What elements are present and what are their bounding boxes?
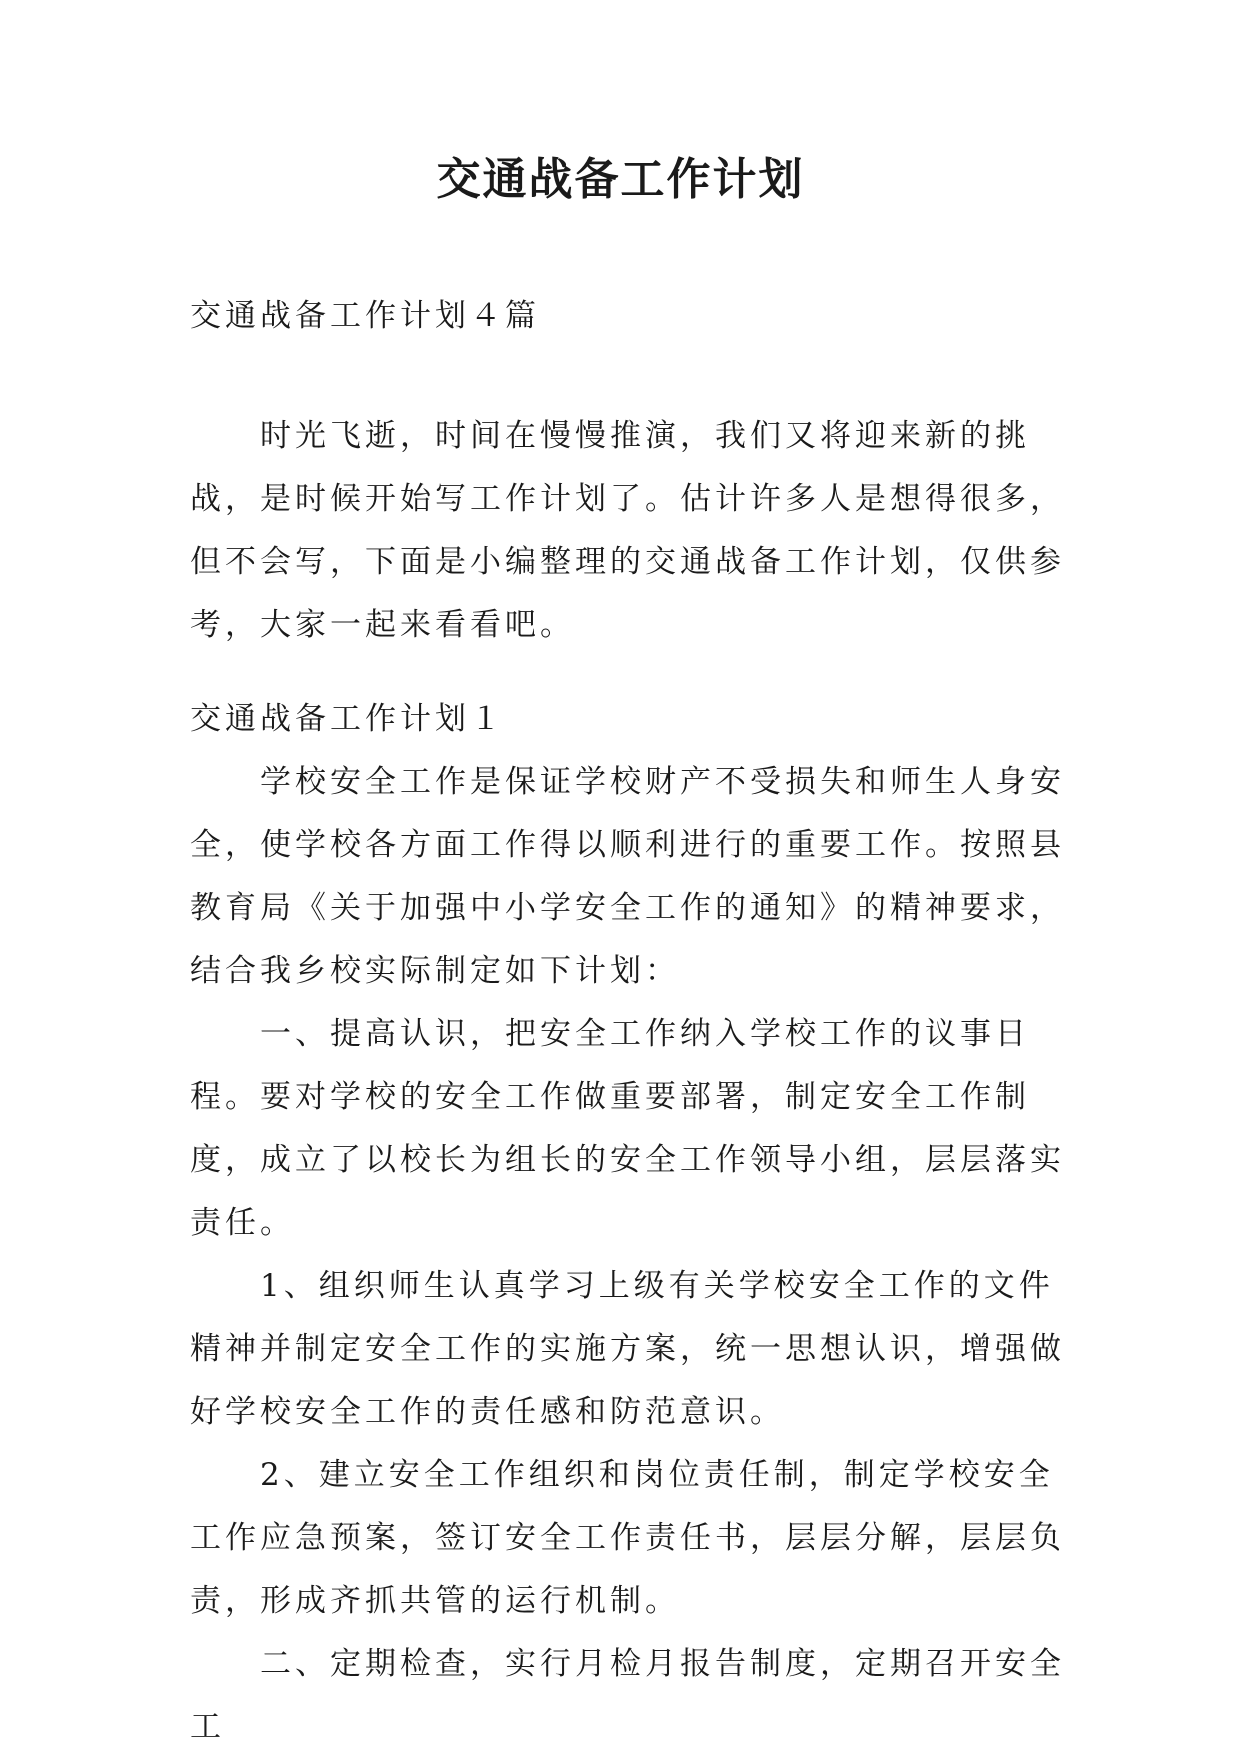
body-paragraph: 一、提高认识，把安全工作纳入学校工作的议事日程。要对学校的安全工作做重要部署，制定安全工作制度，成立了以校长为组长的安全工作领导小组，层层落实责任。	[190, 1016, 1065, 1241]
intro-text: 时光飞逝，时间在慢慢推演，我们又将迎来新的挑战，是时候开始写工作计划了。估计许多人是想得很多，但不会写，下面是小编整理的交通战备工作计划，仅供参考，大家一起来看看吧。	[190, 418, 1065, 643]
body-paragraph: 1、组织师生认真学习上级有关学校安全工作的文件精神并制定安全工作的实施方案，统一思想认识，增强做好学校安全工作的责任感和防范意识。	[190, 1268, 1065, 1430]
subtitle-text: 交通战备工作计划４篇	[190, 298, 540, 334]
section-1	[190, 688, 1070, 1759]
document-subtitle	[190, 285, 1070, 348]
body-paragraph: 二、定期检查，实行月检月报告制度，定期召开安全工	[190, 1646, 1065, 1745]
section-heading: 交通战备工作计划１	[190, 701, 505, 737]
intro-paragraph	[190, 405, 1070, 657]
body-paragraph: 2、建立安全工作组织和岗位责任制，制定学校安全工作应急预案，签订安全工作责任书，层层分解，层层负责，形成齐抓共管的运行机制。	[190, 1457, 1065, 1619]
document-title: 交通战备工作计划	[436, 154, 805, 205]
body-paragraph: 学校安全工作是保证学校财产不受损失和师生人身安全，使学校各方面工作得以顺利进行的重要工作。按照县教育局《关于加强中小学安全工作的通知》的精神要求，结合我乡校实际制定如下计划：	[190, 764, 1065, 989]
